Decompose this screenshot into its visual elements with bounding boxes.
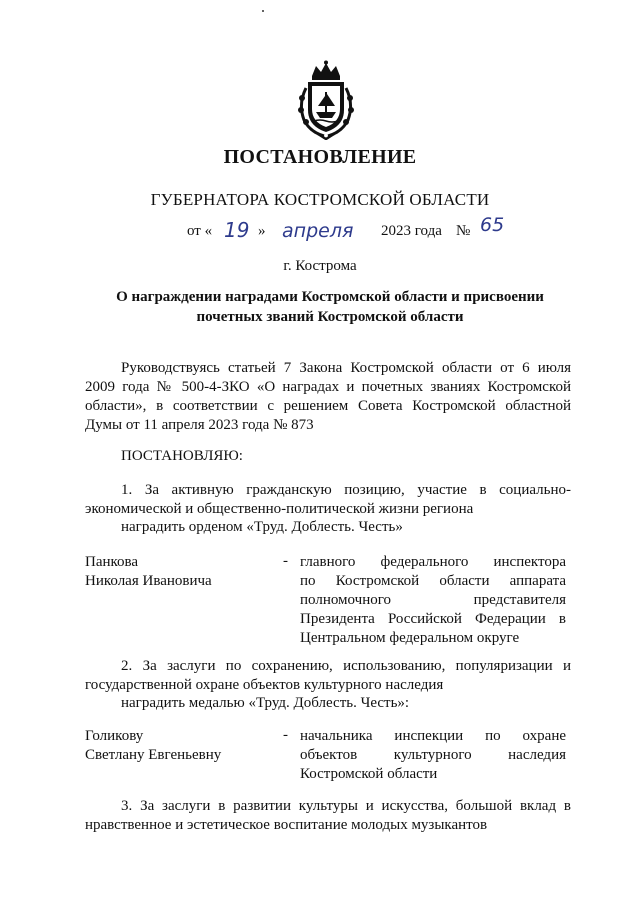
item-2-award: наградить медалью «Труд. Доблесть. Честь»: (121, 695, 410, 711)
item-line: экономической и общественно-политической жизни региона (85, 501, 474, 517)
dash: - (283, 727, 288, 743)
heading-line: почетных званий Костромской области (196, 309, 464, 325)
preamble-line: области», в соответствии с решением Совета Костромской областной (85, 398, 571, 414)
item-line: государственной охране объектов культурного наследия (85, 677, 444, 693)
preamble-line: Руководствуясь статьей 7 Закона Костромской области от 6 июля (121, 360, 571, 376)
position-line: Президента Российской Федерации в (300, 611, 566, 627)
item-1-position (300, 553, 566, 648)
preamble-line: 2009 года № 500-4-ЗКО «О наградах и почетных званиях Костромской (85, 379, 571, 395)
position-line: Костромской области (300, 766, 438, 782)
city: г. Кострома (283, 258, 357, 274)
item-3-text (85, 797, 571, 835)
decree-word: ПОСТАНОВЛЯЮ: (121, 448, 243, 464)
document-number: 65 (480, 214, 505, 236)
item-2-position (300, 727, 566, 784)
position-line: главного федерального инспектора (300, 554, 566, 570)
document-heading (95, 287, 565, 327)
date-mid: » (258, 223, 266, 239)
number-sign: № (456, 223, 471, 239)
preamble-line: Думы от 11 апреля 2023 года № 873 (85, 417, 314, 433)
preamble (85, 359, 571, 435)
scan-dot (262, 10, 264, 12)
item-line: нравственное и эстетическое воспитание молодых музыкантов (85, 817, 488, 833)
position-line: полномочного представителя (300, 592, 566, 608)
item-line: 2. За заслуги по сохранению, использованию, популяризации и (121, 658, 571, 674)
date-line (0, 214, 640, 248)
position-line: начальника инспекции по охране (300, 728, 566, 744)
item-1-person (85, 553, 212, 591)
person-surname: Панкова (85, 554, 139, 570)
item-2-text (85, 657, 571, 695)
document-title: ПОСТАНОВЛЕНИЕ (223, 146, 417, 168)
date-year: 2023 года (381, 223, 442, 239)
item-line: 3. За заслуги в развитии культуры и искусства, большой вклад в (121, 798, 571, 814)
heading-line: О награждении наградами Костромской области и присвоении (116, 289, 544, 305)
item-2-person (85, 727, 221, 765)
person-surname: Голикову (85, 728, 144, 744)
item-1-text (85, 481, 571, 519)
item-line: 1. За активную гражданскую позицию, участие в социально- (121, 482, 571, 498)
person-name: Николая Ивановича (85, 573, 212, 589)
coat-of-arms-icon (294, 60, 358, 140)
person-name: Светлану Евгеньевну (85, 747, 222, 763)
item-1-award: наградить орденом «Труд. Доблесть. Честь» (121, 519, 403, 535)
date-day: 19 (224, 218, 250, 242)
position-line: по Костромской области аппарата (300, 573, 566, 589)
dash: - (283, 553, 288, 569)
date-prefix: от « (187, 223, 213, 239)
document-subtitle: ГУБЕРНАТОРА КОСТРОМСКОЙ ОБЛАСТИ (150, 190, 490, 209)
date-month: апреля (282, 220, 354, 242)
position-line: Центральном федеральном округе (300, 630, 520, 646)
position-line: объектов культурного наследия (300, 747, 566, 763)
